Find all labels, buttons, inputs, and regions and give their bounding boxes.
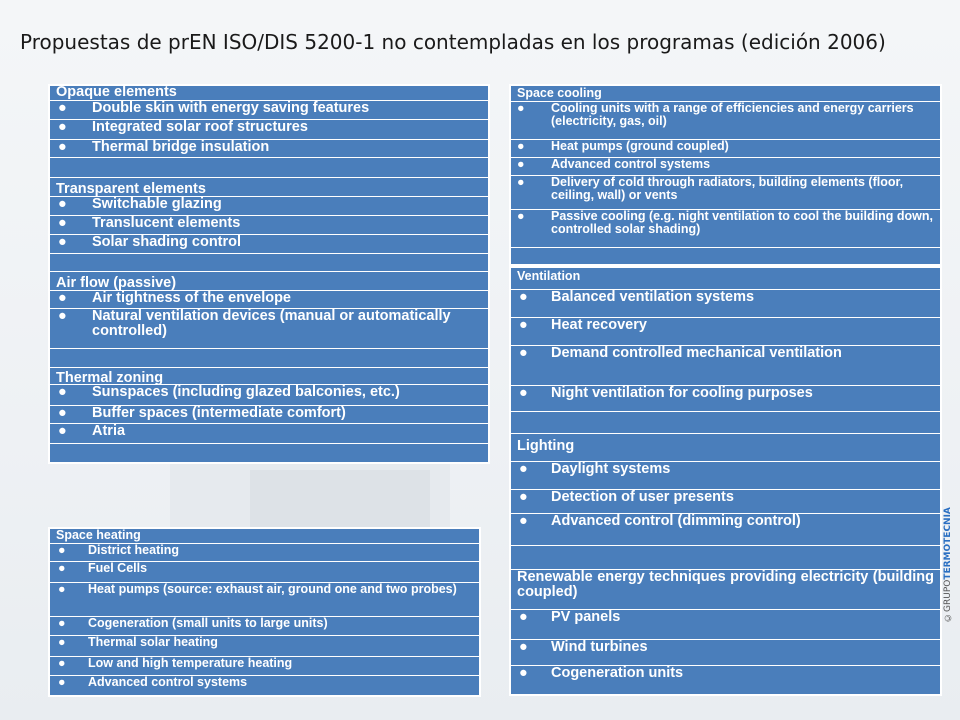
list-item: ● Air tightness of the envelope [50,291,488,309]
list-item: ● Translucent elements [50,216,488,235]
zoning-header: Thermal zoning [50,368,488,385]
copyright-watermark: ©GRUPOTERMOTECNIA [943,507,953,623]
space-cooling-header: Space cooling [511,86,940,102]
spacer-row [50,444,488,464]
list-item: ● Heat recovery [511,318,940,346]
ventilation-header: Ventilation [511,268,940,290]
list-item: ● Advanced control systems [58,676,248,689]
list-item: ● Balanced ventilation systems [511,290,940,318]
list-item: ● Wind turbines [511,640,940,666]
opaque-header: Opaque elements [50,86,488,101]
list-item: ● Cogeneration (small units to large units) [50,617,479,636]
list-item: ● Delivery of cold through radiators, building elements (floor, ceiling, wall) or vents [511,176,940,210]
list-item: ● Passive cooling (e.g. night ventilation to cool the building down, controlled solar shading) [511,210,940,248]
list-item: ● Cooling units with a range of efficiencies and energy carriers (electricity, gas, oil) [511,102,940,140]
page-title: Propuestas de prEN ISO/DIS 5200-1 no contempladas en los programas (edición 2006) [20,30,886,54]
renewable-header: Renewable energy techniques providing electricity (building coupled) [511,570,940,610]
list-item: ● Night ventilation for cooling purposes [511,386,940,412]
list-item: ● PV panels [511,610,940,640]
list-item: ● Switchable glazing [50,197,488,216]
list-item: ● Demand controlled mechanical ventilation [511,346,940,386]
list-item: ● Advanced control systems [511,158,940,176]
transparent-header: Transparent elements [50,178,488,197]
list-item: ● Thermal solar heating [50,636,479,657]
list-item: ● Cogeneration units [519,666,684,681]
list-item: ● Natural ventilation devices (manual or automatically controlled) [50,309,488,349]
space-heating-header: Space heating [50,529,479,544]
list-item: ● Heat pumps (source: exhaust air, ground one and two probes) [50,583,479,617]
list-item: ● Detection of user presents [511,490,940,514]
envelope-panel [48,84,490,464]
list-item: ● Advanced control (dimming control) [511,514,940,546]
list-item: ● Daylight systems [511,462,940,490]
lighting-header: Lighting [511,434,940,462]
list-item: ● Low and high temperature heating [50,657,479,676]
list-item: ● Sunspaces (including glazed balconies, etc.) [50,385,488,406]
list-item: ● District heating [50,544,479,562]
space-heating-panel [48,527,481,697]
list-item: ● Thermal bridge insulation [50,140,488,158]
list-item: ● Heat pumps (ground coupled) [511,140,940,158]
spacer-row [50,158,488,178]
airflow-header: Air flow (passive) [50,272,488,291]
list-item: ● Double skin with energy saving features [50,101,488,120]
spacer-row [50,254,488,272]
list-item: ● Solar shading control [50,235,488,254]
list-item: ● Buffer spaces (intermediate comfort) [50,406,488,424]
space-cooling-panel [509,84,942,266]
spacer-row [511,412,940,434]
spacer-row [50,349,488,368]
list-item: ● Fuel Cells [50,562,479,583]
list-item: ● Atria [50,424,488,444]
ventilation-lighting-panel [509,266,942,696]
spacer-row [511,248,940,266]
list-item: ● Integrated solar roof structures [50,120,488,140]
spacer-row [511,546,940,570]
